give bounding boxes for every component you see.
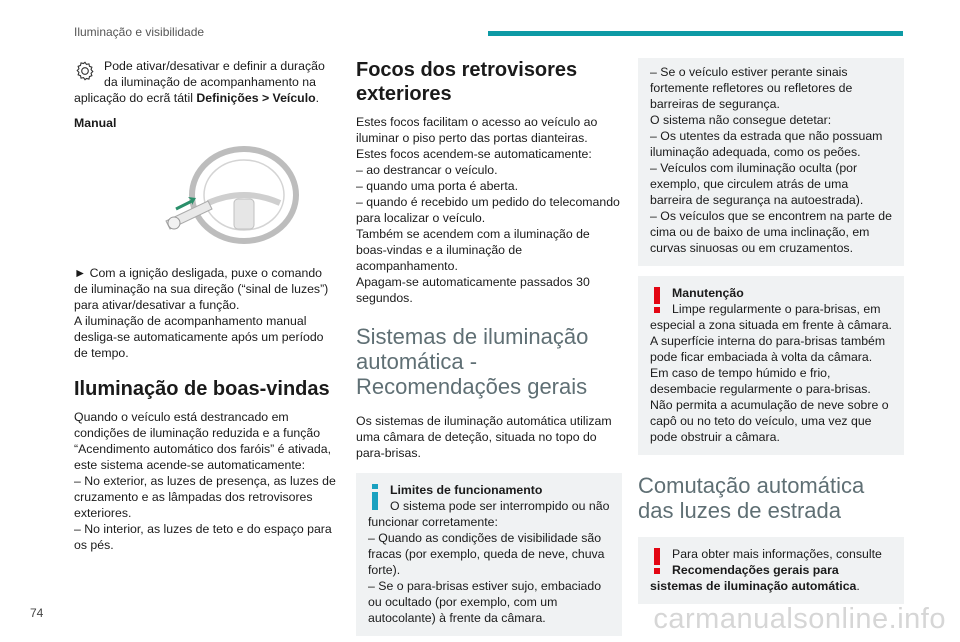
auto-high-beam-heading: Comutação automática das luzes de estrada [638,473,865,523]
warning-note-text: A superfície interna do para-brisas também pode ficar embaciada à volta da câmara. Em caso de tempo húmido e frio, desembacie regularmente o para-brisas. [650,334,886,396]
info-note-text: O sistema não consegue detetar: [650,113,832,127]
mirror-list-item: – quando é recebido um pedido do telecomando para localizar o veículo. [356,195,620,225]
info-note-item: – Os utentes da estrada que não possuam iluminação adequada, como os peões. [650,129,883,159]
page-number: 74 [30,606,44,620]
warning-note-maintenance [638,276,904,455]
warning-note-title: Manutenção [672,286,744,300]
settings-path: Definições > Veículo [196,91,316,105]
info-note-item: – Se o para-brisas estiver sujo, embaciado ou ocultado (por exemplo, com um autocolante) à frente da câmara. [368,579,602,625]
lighting-stalk-illustration [148,143,300,253]
column-right [638,58,904,610]
mirror-lamps-auto: Estes focos acendem-se automaticamente: [356,147,592,161]
info-note-limits [356,473,622,636]
manual-heading: Manual [74,116,117,130]
info-note-text: O sistema pode ser interrompido ou não funcionar corretamente: [368,499,610,529]
header-accent-bar [488,31,903,36]
welcome-exterior: – No exterior, as luzes de presença, as luzes de cruzamento e as lâmpadas dos retrovisores exteriores. [74,474,336,520]
manual-instruction: ► Com a ignição desligada, puxe o comando de iluminação na sua direção (“sinal de luzes”) para ativar/desativar a função. [74,266,329,312]
mirror-lamps-intro: Estes focos facilitam o acesso ao veículo ao iluminar o piso perto das portas dianteiras. [356,115,598,145]
warning-note-reference [638,537,904,604]
column-left [74,58,336,553]
mirror-list-item: – ao destrancar o veículo. [356,163,498,177]
warning-icon [650,548,664,574]
welcome-interior: – No interior, as luzes de teto e do espaço para os pés. [74,522,332,552]
info-note-item: – Veículos com iluminação oculta (por exemplo, que circulem atrás de uma barreira de segurança na autoestrada). [650,161,864,207]
watermark: carmanualsonline.info [653,603,946,635]
info-icon [368,484,382,510]
warning-icon [650,287,664,313]
section-header: Iluminação e visibilidade [74,25,205,39]
column-middle [356,58,622,642]
info-note-title: Limites de funcionamento [390,483,543,497]
manual-auto-off: A iluminação de acompanhamento manual desliga-se automaticamente após um período de tempo. [74,314,324,360]
gear-icon [74,60,96,82]
reference-text-pre: Para obter mais informações, consulte [672,547,882,561]
info-note-continued [638,58,904,266]
settings-note [74,58,336,106]
info-note-item: – Se o veículo estiver perante sinais fortemente refletores ou refletores de barreiras de segurança. [650,65,853,111]
mirror-lamps-off: Apagam-se automaticamente passados 30 segundos. [356,275,590,305]
warning-note-text: Limpe regularmente o para-brisas, em especial a zona situada em frente à câmara. [650,302,892,332]
welcome-lighting-heading: Iluminação de boas-vindas [74,378,330,400]
mirror-list-item: – quando uma porta é aberta. [356,179,519,193]
auto-lighting-heading: Sistemas de iluminação automática - Recomendações gerais [356,324,589,399]
settings-note-end: . [315,91,320,105]
mirror-lamps-also: Também se acendem com a iluminação de boas-vindas e a iluminação de acompanhamento. [356,227,590,273]
reference-text [650,546,892,594]
reference-link-text: Recomendações gerais para sistemas de iluminação automática [650,563,857,593]
warning-note-text: Não permita a acumulação de neve sobre o capô ou no teto do veículo, uma vez que pode obstruir a câmara. [650,398,889,444]
info-note-item: – Quando as condições de visibilidade são fracas (por exemplo, queda de neve, chuva forte). [368,531,605,577]
welcome-intro: Quando o veículo está destrancado em condições de iluminação reduzida e a função “Acendimento automático dos faróis” é ativada, este sistema acende-se automaticamente: [74,410,332,472]
auto-lighting-intro: Os sistemas de iluminação automática utilizam uma câmara de deteção, situada no topo do para-brisas. [356,414,612,460]
mirror-lamps-heading: Focos dos retrovisores exteriores [356,59,578,105]
settings-note-text: Pode ativar/desativar e definir a duração da iluminação de acompanhamento na aplicação do ecrã tátil [74,59,325,105]
info-note-item: – Os veículos que se encontrem na parte de cima ou de baixo de uma inclinação, em curvas sinuosas ou em cruzamentos. [650,209,892,255]
reference-text-end: . [856,579,860,593]
